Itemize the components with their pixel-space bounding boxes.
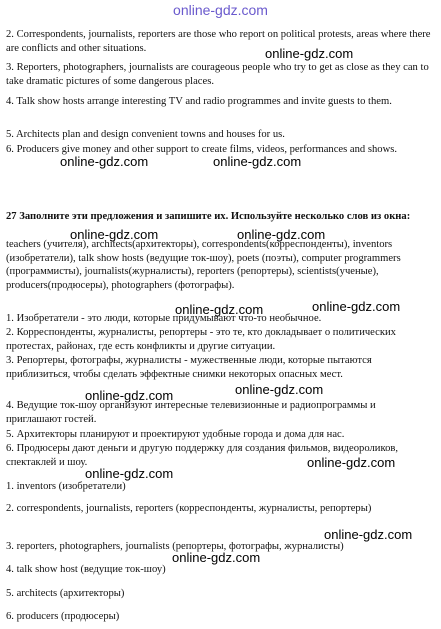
watermark: online-gdz.com	[60, 154, 149, 169]
ru-sentence-2: 2. Корреспонденты, журналисты, репортеры - это те, кто докладывает о политических протестах, районах, где есть конфликты и другие ситуации.	[6, 327, 396, 352]
ru-sentence-4: 4. Ведущие ток-шоу организуют интересные телевизионные и радиопрограммы и приглашают гостей.	[6, 400, 376, 425]
task-27-title: 27 Заполните эти предложения и запишите их. Используйте несколько слов из окна:	[6, 211, 411, 222]
watermark-top: online-gdz.com	[173, 2, 268, 18]
watermark: online-gdz.com	[307, 455, 396, 470]
answer-6: 6. producers (продюсеры)	[6, 611, 120, 622]
top-sentence-3: 3. Reporters, photographers, journalists are courageous people who try to get as close as they can to take dramatic pictures of some dangerous places.	[6, 62, 429, 87]
top-sentence-2: 2. Correspondents, journalists, reporters are those who report on political protests, areas where there are conflicts and other situations.	[6, 29, 431, 54]
answer-4: 4. talk show host (ведущие ток-шоу)	[6, 564, 166, 575]
watermark: online-gdz.com	[312, 299, 401, 314]
watermark: online-gdz.com	[235, 382, 324, 397]
watermark: online-gdz.com	[324, 527, 413, 542]
top-sentence-4: 4. Talk show hosts arrange interesting TV and radio programmes and invite guests to them.	[6, 96, 392, 107]
ru-sentence-3: 3. Репортеры, фотографы, журналисты - мужественные люди, которые пытаются приблизиться, чтобы сделать эффектные снимки некоторых опасных мест.	[6, 355, 372, 380]
answer-1: 1. inventors (изобретатели)	[6, 481, 126, 492]
ru-sentence-6: 6. Продюсеры дают деньги и другую поддержку для создания фильмов, видеороликов, спектаклей и шоу.	[6, 443, 399, 468]
watermark: online-gdz.com	[237, 227, 326, 242]
ru-sentence-5: 5. Архитекторы планируют и проектируют удобные города и дома для нас.	[6, 429, 345, 440]
answer-5: 5. architects (архитекторы)	[6, 588, 125, 599]
watermark: online-gdz.com	[85, 466, 174, 481]
top-sentence-5: 5. Architects plan and design convenient towns and houses for us.	[6, 129, 285, 140]
answer-3: 3. reporters, photographers, journalists (репортеры, фотографы, журналисты)	[6, 541, 344, 552]
watermark: online-gdz.com	[213, 154, 302, 169]
watermark: online-gdz.com	[175, 302, 264, 317]
watermark: online-gdz.com	[172, 550, 261, 565]
ru-sentence-1: 1. Изобретатели - это люди, которые придумывают что-то необычное.	[6, 313, 322, 324]
answer-2: 2. correspondents, journalists, reporters (корреспонденты, журналисты, репортеры)	[6, 503, 372, 514]
watermark: online-gdz.com	[85, 388, 174, 403]
top-sentence-6: 6. Producers give money and other support to create films, videos, performances and shows.	[6, 144, 397, 155]
word-box: teachers (учителя), architects(архитекторы), correspondents(корреспонденты), inventors (изобретатели), talk show hosts (ведущие ток-шоу), poets (поэты), computer programmers (программисты), journalists(журналисты), reporters (репортеры), scientists(ученые), producers(продюсеры), photographers (фотографы).	[6, 239, 401, 291]
watermark: online-gdz.com	[70, 227, 159, 242]
watermark: online-gdz.com	[265, 46, 354, 61]
